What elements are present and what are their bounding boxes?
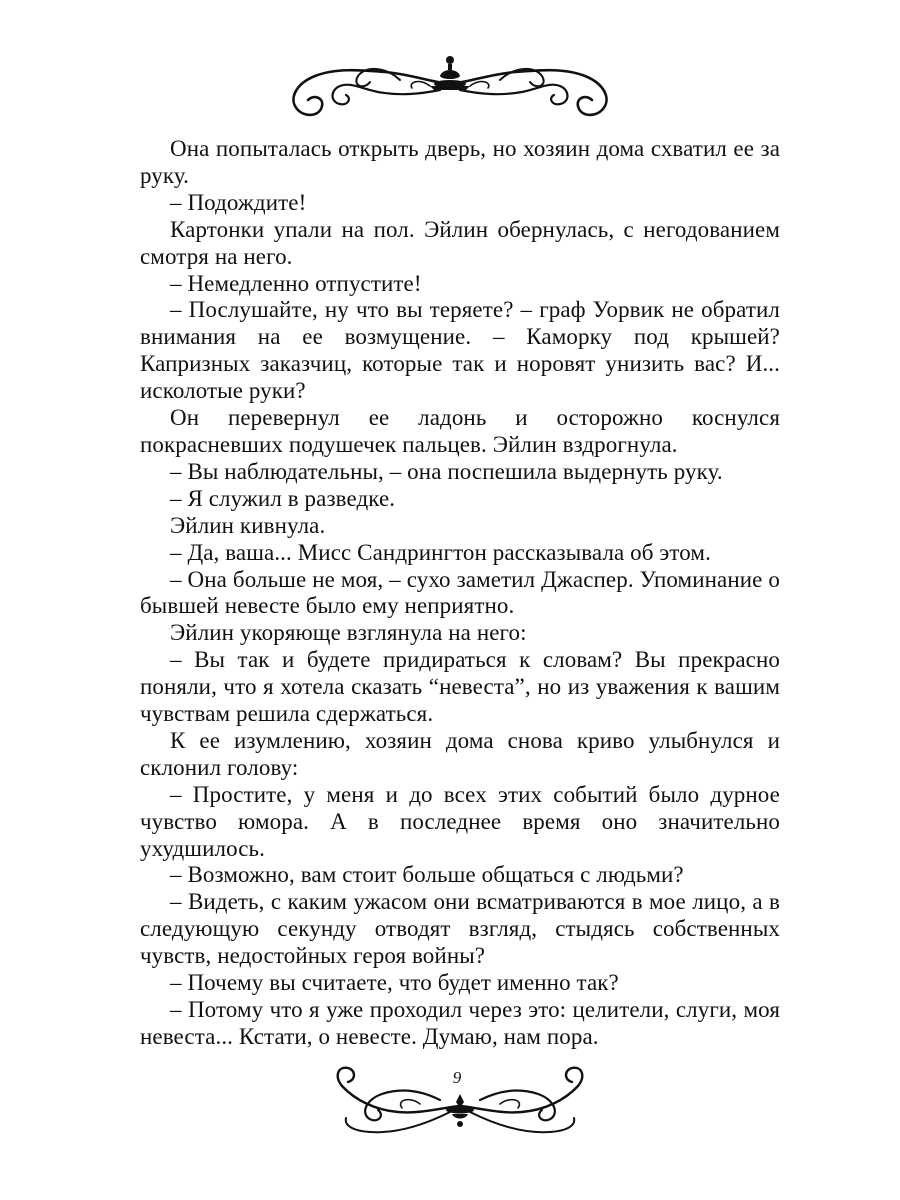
paragraph: Она попыталась открыть дверь, но хозяин дома схватил ее за руку. xyxy=(140,136,780,188)
paragraph: – Потому что я уже проходил через это: целители, слуги, моя невеста... Кстати, о невесте. Думаю, нам пора. xyxy=(140,997,780,1049)
paragraph: – Она больше не моя, – сухо заметил Джаспер. Упоминание о бывшей невесте было ему неприятно. xyxy=(140,566,780,619)
paragraph: – Немедленно отпустите! xyxy=(170,270,422,296)
paragraph: – Послушайте, ну что вы теряете? – граф Уорвик не обратил внимания на ее возмущение. – Каморку под крышей? Капризных заказчиц, которые так и норовят унизить вас? И... исколотые руки? xyxy=(140,297,780,404)
paragraph: К ее изумлению, хозяин дома снова криво улыбнулся и склонил голову: xyxy=(140,727,780,780)
paragraph: – Возможно, вам стоит больше общаться с людьми? xyxy=(170,862,684,888)
paragraph: Эйлин кивнула. xyxy=(170,512,326,538)
paragraph: – Почему вы считаете, что будет именно так? xyxy=(170,970,619,996)
paragraph: Картонки упали на пол. Эйлин обернулась, с негодованием смотря на него. xyxy=(140,216,780,269)
paragraph: – Вы так и будете придираться к словам? Вы прекрасно поняли, что я хотела сказать “невеста”, но из уважения к вашим чувствам решила сдержаться. xyxy=(140,647,780,727)
paragraph: – Да, ваша... Мисс Сандрингтон рассказывала об этом. xyxy=(170,539,711,565)
paragraph: Он перевернул ее ладонь и осторожно коснулся покрасневших подушечек пальцев. Эйлин вздрогнула. xyxy=(140,405,780,457)
top-ornament-icon xyxy=(280,52,620,122)
paragraph: Эйлин укоряюще взглянула на него: xyxy=(170,620,527,646)
body-text xyxy=(140,136,780,1051)
paragraph: – Я служил в разведке. xyxy=(170,485,396,511)
paragraph: – Вы наблюдательны, – она поспешила выдернуть руку. xyxy=(170,458,723,484)
paragraph: – Видеть, с каким ужасом они всматриваются в мое лицо, а в следующую секунду отводят взгляд, стыдясь собственных чувств, недостойных героя войны? xyxy=(140,889,780,969)
paragraph: – Простите, у меня и до всех этих событий было дурное чувство юмора. А в последнее время оно значительно ухудшилось. xyxy=(140,781,780,861)
paragraph: – Подождите! xyxy=(170,189,307,215)
page-number: 9 xyxy=(452,1068,462,1087)
